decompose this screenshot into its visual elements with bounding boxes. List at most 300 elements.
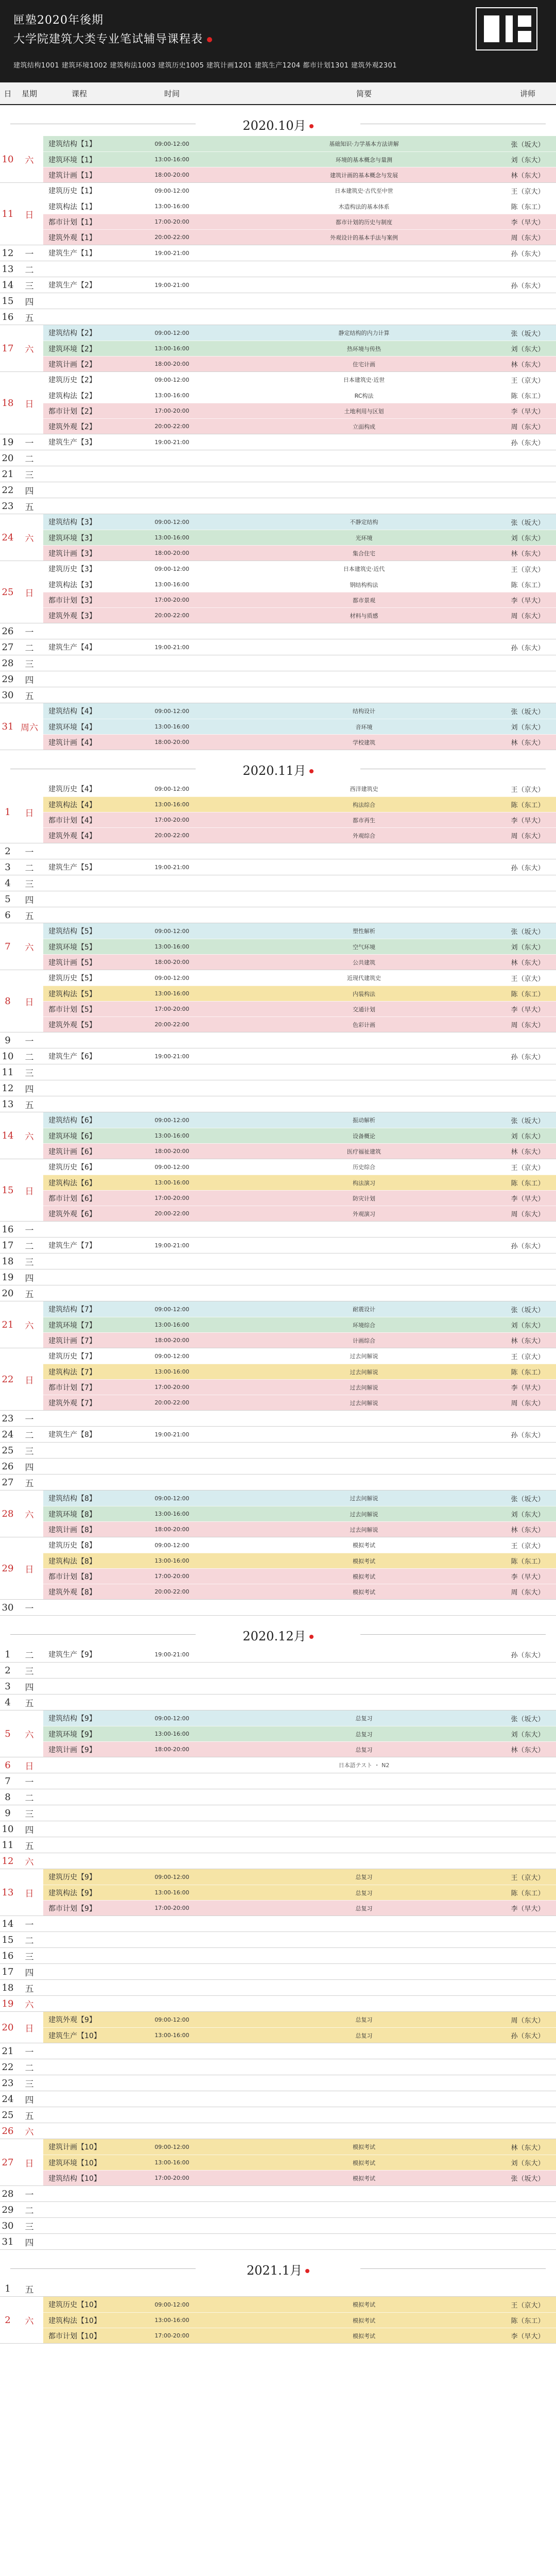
course-name: 建筑历史【6】 xyxy=(48,1163,96,1172)
course-teacher: 孙（东大） xyxy=(511,1053,545,1061)
course-name: 建筑生产【6】 xyxy=(48,1053,96,1061)
schedule-row xyxy=(43,796,556,812)
course-summary: 模拟考试 xyxy=(353,1588,375,1596)
course-teacher: 张（坂大） xyxy=(511,1715,545,1723)
schedule-row xyxy=(43,2091,556,2107)
course-time: 13:00-16:00 xyxy=(154,723,189,730)
schedule-row xyxy=(43,450,556,466)
course-teacher: 陈（东工） xyxy=(511,393,545,400)
day-block xyxy=(0,1048,556,1064)
day-block xyxy=(0,1064,556,1080)
day-rows xyxy=(43,1996,556,2011)
weekday: 五 xyxy=(25,1289,34,1300)
day-block xyxy=(0,1080,556,1096)
day-number: 4 xyxy=(5,877,11,889)
month-title: 2020.10月 xyxy=(242,118,306,133)
course-name: 建筑计画【2】 xyxy=(48,360,96,369)
day-rows xyxy=(43,1411,556,1426)
course-summary: 公共建筑 xyxy=(353,959,375,966)
day-rows xyxy=(43,2281,556,2296)
day-block xyxy=(0,561,556,623)
day-rows xyxy=(43,1757,556,1773)
weekday: 三 xyxy=(25,1257,34,1268)
course-teacher: 周（东大） xyxy=(511,1400,545,1408)
course-summary: 总复习 xyxy=(355,1905,373,1912)
schedule-row xyxy=(43,466,556,482)
day-number: 24 xyxy=(2,2093,14,2105)
day-number: 18 xyxy=(2,1982,14,1993)
schedule-row xyxy=(43,325,556,341)
day-block xyxy=(0,1679,556,1694)
day-block xyxy=(0,2186,556,2202)
course-teacher: 张（坂大） xyxy=(511,1117,545,1125)
day-block xyxy=(0,1948,556,1964)
col-time: 时间 xyxy=(164,89,180,98)
weekday: 三 xyxy=(25,1809,34,1820)
day-block xyxy=(0,859,556,875)
weekday: 六 xyxy=(25,2316,34,2327)
course-time: 20:00-22:00 xyxy=(154,1399,189,1406)
course-name: 建筑构法【3】 xyxy=(48,581,96,589)
schedule-row xyxy=(43,167,556,182)
schedule-row xyxy=(43,2043,556,2059)
day-number: 17 xyxy=(2,1966,14,1977)
course-name: 建筑结构【5】 xyxy=(48,927,96,936)
course-name: 建筑生产【4】 xyxy=(48,643,96,652)
weekday: 四 xyxy=(25,2095,34,2106)
course-summary: 静定结构的内力计算 xyxy=(338,330,390,336)
schedule-row xyxy=(43,561,556,577)
course-time: 19:00-21:00 xyxy=(154,1651,189,1658)
day-block xyxy=(0,687,556,703)
course-summary: 日本建筑史·近代 xyxy=(343,566,385,572)
weekday: 二 xyxy=(25,1052,34,1063)
day-number: 17 xyxy=(2,343,14,354)
schedule-row xyxy=(43,1726,556,1741)
page-header xyxy=(0,0,556,82)
weekday: 日 xyxy=(25,1564,34,1575)
course-summary: 材料与质感 xyxy=(350,612,378,619)
schedule-row xyxy=(43,183,556,198)
day-rows xyxy=(43,1980,556,1995)
weekday: 四 xyxy=(25,1462,34,1473)
day-rows xyxy=(43,2234,556,2249)
day-rows xyxy=(43,1253,556,1269)
course-summary: 钢结构构法 xyxy=(350,581,378,588)
day-number: 16 xyxy=(2,311,14,323)
schedule-row xyxy=(43,1948,556,1963)
course-name: 建筑环境【3】 xyxy=(48,534,96,543)
course-name: 建筑生产【3】 xyxy=(48,438,96,447)
schedule-row xyxy=(43,719,556,734)
course-name: 建筑结构【1】 xyxy=(48,140,96,148)
day-rows xyxy=(43,1475,556,1490)
schedule-row xyxy=(43,1980,556,1995)
course-name: 建筑生产【1】 xyxy=(48,249,96,258)
course-teacher: 王（京大） xyxy=(511,1874,545,1882)
day-block xyxy=(0,261,556,277)
weekday: 二 xyxy=(25,643,34,654)
course-name: 建筑历史【4】 xyxy=(48,785,96,793)
day-block xyxy=(0,1537,556,1600)
day-rows xyxy=(43,1869,556,1916)
course-summary: 总复习 xyxy=(355,1889,373,1896)
schedule-row xyxy=(43,812,556,827)
day-rows xyxy=(43,2202,556,2217)
weekday: 四 xyxy=(25,2238,34,2248)
course-name: 建筑构法【5】 xyxy=(48,990,96,998)
course-summary: 外观演习 xyxy=(353,1210,375,1217)
course-name: 都市计划【5】 xyxy=(48,1005,96,1014)
day-number: 31 xyxy=(2,721,14,732)
course-teacher: 张（坂大） xyxy=(511,1306,545,1314)
day-number: 2 xyxy=(5,1665,11,1676)
weekday: 六 xyxy=(25,1510,34,1520)
course-summary: 过去问解说 xyxy=(350,1495,378,1502)
course-teacher: 李（早大） xyxy=(511,1384,545,1392)
course-summary: 环境的基本概念与量测 xyxy=(336,156,392,163)
day-number: 8 xyxy=(5,1791,11,1803)
course-summary: 塑性解析 xyxy=(353,928,375,935)
schedule-row xyxy=(43,151,556,167)
course-name: 建筑生产【7】 xyxy=(48,1242,96,1250)
course-time: 13:00-16:00 xyxy=(154,2032,189,2039)
day-number: 2 xyxy=(5,845,11,857)
course-time: 19:00-21:00 xyxy=(154,281,189,289)
course-codes: 建筑结构1001 建筑环境1002 建筑构法1003 建筑历史1005 建筑计画1201 建筑生产1204 都市计划1301 建筑外观2301 xyxy=(13,62,397,70)
weekday: 一 xyxy=(25,249,34,260)
weekday: 一 xyxy=(25,2047,34,2058)
course-teacher: 陈（东工） xyxy=(511,1369,545,1377)
day-rows xyxy=(43,1159,556,1221)
day-number: 15 xyxy=(2,1934,14,1945)
day-rows xyxy=(43,875,556,891)
day-number: 1 xyxy=(5,1649,11,1660)
course-summary: 土地利用与区划 xyxy=(344,408,384,415)
day-number: 22 xyxy=(2,2061,14,2073)
weekday: 四 xyxy=(25,297,34,308)
course-teacher: 孙（东大） xyxy=(511,439,545,447)
course-summary: 总复习 xyxy=(355,1715,373,1722)
course-teacher: 张（坂大） xyxy=(511,708,545,716)
course-name: 建筑环境【9】 xyxy=(48,1730,96,1739)
day-number: 25 xyxy=(2,1445,14,1456)
day-number: 28 xyxy=(2,1508,14,1519)
schedule-row xyxy=(43,136,556,151)
course-summary: 过去问解说 xyxy=(350,1526,378,1533)
course-name: 都市计划【9】 xyxy=(48,1904,96,1913)
course-summary: 结构设计 xyxy=(353,708,375,715)
course-summary: 模拟考试 xyxy=(353,2301,375,2308)
day-number: 16 xyxy=(2,1224,14,1235)
course-teacher: 李（早大） xyxy=(511,2333,545,2341)
course-summary: 空气环境 xyxy=(353,943,375,951)
day-rows xyxy=(43,2075,556,2091)
course-teacher: 周（东大） xyxy=(511,2016,545,2025)
day-rows xyxy=(43,843,556,859)
day-rows xyxy=(43,1773,556,1789)
day-rows xyxy=(43,1964,556,1979)
course-summary: 立面构成 xyxy=(353,423,375,430)
course-name: 建筑外观【1】 xyxy=(48,233,96,242)
schedule-row xyxy=(43,2297,556,2312)
day-block xyxy=(0,2043,556,2059)
day-number: 14 xyxy=(2,1918,14,1929)
weekday: 三 xyxy=(25,1952,34,1962)
schedule-row xyxy=(43,986,556,1001)
course-teacher: 张（坂大） xyxy=(511,141,545,149)
course-teacher: 刘（东大） xyxy=(511,1731,545,1739)
schedule-row xyxy=(43,907,556,923)
course-name: 建筑结构【4】 xyxy=(48,707,96,716)
course-summary: 热环境与传热 xyxy=(347,345,381,352)
day-rows xyxy=(43,1694,556,1710)
weekday: 三 xyxy=(25,281,34,292)
course-time: 17:00-20:00 xyxy=(154,1384,189,1391)
schedule-row xyxy=(43,1475,556,1490)
month-bar xyxy=(0,112,556,136)
course-time: 19:00-21:00 xyxy=(154,1242,189,1249)
course-name: 都市计划【1】 xyxy=(48,218,96,227)
schedule-row xyxy=(43,1568,556,1584)
schedule-row xyxy=(43,356,556,371)
course-teacher: 刘（东大） xyxy=(511,346,545,353)
course-name: 建筑计画【6】 xyxy=(48,1147,96,1156)
day-block xyxy=(0,1710,556,1757)
day-rows xyxy=(43,466,556,482)
day-block xyxy=(0,1459,556,1475)
weekday: 五 xyxy=(25,1841,34,1852)
day-block xyxy=(0,907,556,923)
schedule-row xyxy=(43,639,556,655)
weekday: 一 xyxy=(25,1603,34,1614)
course-time: 09:00-12:00 xyxy=(154,140,189,147)
course-name: 建筑外观【8】 xyxy=(48,1588,96,1597)
course-time: 20:00-22:00 xyxy=(154,1210,189,1217)
course-name: 建筑构法【9】 xyxy=(48,1889,96,1897)
schedule-row xyxy=(43,2059,556,2075)
course-name: 建筑计画【3】 xyxy=(48,549,96,558)
weekday: 周六 xyxy=(21,722,38,733)
day-number: 10 xyxy=(2,1823,14,1835)
weekday: 四 xyxy=(25,1084,34,1095)
course-name: 建筑计画【8】 xyxy=(48,1526,96,1534)
day-rows xyxy=(43,372,556,434)
schedule-row xyxy=(43,1064,556,1080)
day-rows xyxy=(43,907,556,923)
weekday: 日 xyxy=(25,210,34,221)
day-rows xyxy=(43,623,556,639)
month-label xyxy=(235,760,320,778)
day-number: 30 xyxy=(2,1602,14,1613)
schedule-row xyxy=(43,859,556,875)
course-time: 18:00-20:00 xyxy=(154,1337,189,1344)
course-name: 建筑环境【8】 xyxy=(48,1510,96,1519)
header-line2 xyxy=(13,30,543,46)
course-time: 13:00-16:00 xyxy=(154,1731,189,1737)
day-rows xyxy=(43,1427,556,1442)
day-block xyxy=(0,514,556,561)
course-time: 18:00-20:00 xyxy=(154,172,189,178)
course-time: 09:00-12:00 xyxy=(154,2016,189,2023)
course-summary: 近现代建筑史 xyxy=(347,975,381,981)
weekday: 四 xyxy=(25,1273,34,1284)
weekday: 五 xyxy=(25,313,34,324)
course-name: 建筑外观【5】 xyxy=(48,1021,96,1029)
course-name: 建筑计画【7】 xyxy=(48,1336,96,1345)
schedule-row xyxy=(43,1647,556,1662)
weekday: 五 xyxy=(25,502,34,513)
weekday: 一 xyxy=(25,1414,34,1425)
day-rows xyxy=(43,2186,556,2201)
day-block xyxy=(0,1269,556,1285)
course-summary: 内装构法 xyxy=(353,990,375,997)
schedule-row xyxy=(43,655,556,671)
day-block xyxy=(0,703,556,750)
course-summary: 设备概论 xyxy=(353,1132,375,1140)
day-block xyxy=(0,2202,556,2218)
day-rows xyxy=(43,1285,556,1301)
day-rows xyxy=(43,1805,556,1821)
course-teacher: 王（京大） xyxy=(511,1353,545,1361)
day-rows xyxy=(43,498,556,514)
day-block xyxy=(0,450,556,466)
day-block xyxy=(0,482,556,498)
course-summary: 不静定结构 xyxy=(350,519,378,526)
schedule-row xyxy=(43,198,556,214)
month-bar xyxy=(0,1623,556,1647)
schedule-row xyxy=(43,1885,556,1900)
course-summary: 耐震设计 xyxy=(353,1306,375,1313)
course-teacher: 陈（东工） xyxy=(511,802,545,809)
schedule-row xyxy=(43,1143,556,1159)
day-number: 3 xyxy=(5,861,11,873)
weekday: 五 xyxy=(25,2111,34,2122)
course-teacher: 林（东大） xyxy=(511,550,545,558)
day-number: 18 xyxy=(2,1256,14,1267)
schedule-row xyxy=(43,530,556,545)
weekday: 三 xyxy=(25,470,34,481)
day-block xyxy=(0,639,556,655)
month-bar xyxy=(0,757,556,781)
weekday: 六 xyxy=(25,1999,34,2010)
day-number: 28 xyxy=(2,657,14,669)
course-teacher: 张（坂大） xyxy=(511,928,545,936)
schedule-row xyxy=(43,1996,556,2011)
day-block xyxy=(0,1159,556,1222)
schedule-row xyxy=(43,577,556,592)
day-block xyxy=(0,1647,556,1663)
course-summary: 住宅计画 xyxy=(353,361,375,368)
weekday: 日 xyxy=(25,588,34,599)
schedule-row xyxy=(43,1411,556,1426)
schedule-row xyxy=(43,592,556,607)
course-name: 建筑历史【2】 xyxy=(48,376,96,384)
course-summary: 都市计划的历史与制度 xyxy=(336,218,392,226)
course-teacher: 李（早大） xyxy=(511,817,545,825)
weekday: 三 xyxy=(25,2222,34,2232)
red-dot-icon xyxy=(309,769,314,773)
schedule-row xyxy=(43,1916,556,1931)
course-teacher: 陈（东工） xyxy=(511,2317,545,2325)
day-number: 19 xyxy=(2,436,14,448)
day-number: 15 xyxy=(2,1184,14,1196)
day-number: 1 xyxy=(5,2283,11,2294)
schedule-row xyxy=(43,954,556,970)
schedule-row xyxy=(43,1317,556,1332)
day-rows xyxy=(43,1647,556,1662)
schedule-row xyxy=(43,498,556,514)
day-block xyxy=(0,1490,556,1537)
weekday: 六 xyxy=(25,344,34,355)
course-time: 09:00-12:00 xyxy=(154,518,189,526)
schedule-row xyxy=(43,970,556,986)
course-teacher: 陈（东工） xyxy=(511,582,545,589)
day-rows xyxy=(43,1916,556,1931)
course-teacher: 王（京大） xyxy=(511,786,545,794)
red-dot-icon xyxy=(207,37,212,42)
schedule-row xyxy=(43,1805,556,1821)
day-number: 26 xyxy=(2,1461,14,1472)
course-name: 建筑构法【10】 xyxy=(48,2316,101,2325)
day-block xyxy=(0,1285,556,1301)
course-time: 09:00-12:00 xyxy=(154,187,189,194)
course-name: 建筑外观【2】 xyxy=(48,422,96,431)
day-rows xyxy=(43,1348,556,1410)
day-rows xyxy=(43,671,556,687)
course-time: 13:00-16:00 xyxy=(154,1511,189,1517)
course-name: 建筑历史【9】 xyxy=(48,1873,96,1882)
schedule-row xyxy=(43,2170,556,2185)
day-number: 23 xyxy=(2,500,14,512)
course-name: 建筑构法【8】 xyxy=(48,1557,96,1566)
day-number: 13 xyxy=(2,1098,14,1110)
day-rows xyxy=(43,450,556,466)
month-label xyxy=(235,115,320,133)
weekday: 一 xyxy=(25,1225,34,1236)
day-rows xyxy=(43,1948,556,1963)
weekday: 三 xyxy=(25,879,34,890)
day-number: 12 xyxy=(2,1082,14,1094)
course-teacher: 孙（东大） xyxy=(511,1242,545,1250)
day-block xyxy=(0,891,556,907)
schedule-row xyxy=(43,1506,556,1521)
course-summary: 计画综合 xyxy=(353,1337,375,1344)
course-name: 建筑生产【2】 xyxy=(48,281,96,290)
day-block xyxy=(0,2012,556,2043)
weekday: 一 xyxy=(25,1777,34,1788)
day-block xyxy=(0,1301,556,1348)
course-time: 13:00-16:00 xyxy=(154,1321,189,1328)
schedule-row xyxy=(43,482,556,498)
course-teacher: 李（早大） xyxy=(511,219,545,227)
weekday: 三 xyxy=(25,1666,34,1677)
day-number: 12 xyxy=(2,1855,14,1867)
day-number: 10 xyxy=(2,154,14,165)
course-teacher: 张（坂大） xyxy=(511,1495,545,1503)
day-block xyxy=(0,2139,556,2186)
weekday: 一 xyxy=(25,847,34,858)
course-summary: 都市再生 xyxy=(353,817,375,824)
course-name: 建筑历史【3】 xyxy=(48,565,96,573)
day-number: 22 xyxy=(2,484,14,496)
course-time: 09:00-12:00 xyxy=(154,1541,189,1549)
weekday: 六 xyxy=(25,1857,34,1868)
month-title: 2020.11月 xyxy=(242,763,306,778)
day-block xyxy=(0,2091,556,2107)
weekday: 一 xyxy=(25,627,34,638)
col-course: 课程 xyxy=(71,89,87,98)
